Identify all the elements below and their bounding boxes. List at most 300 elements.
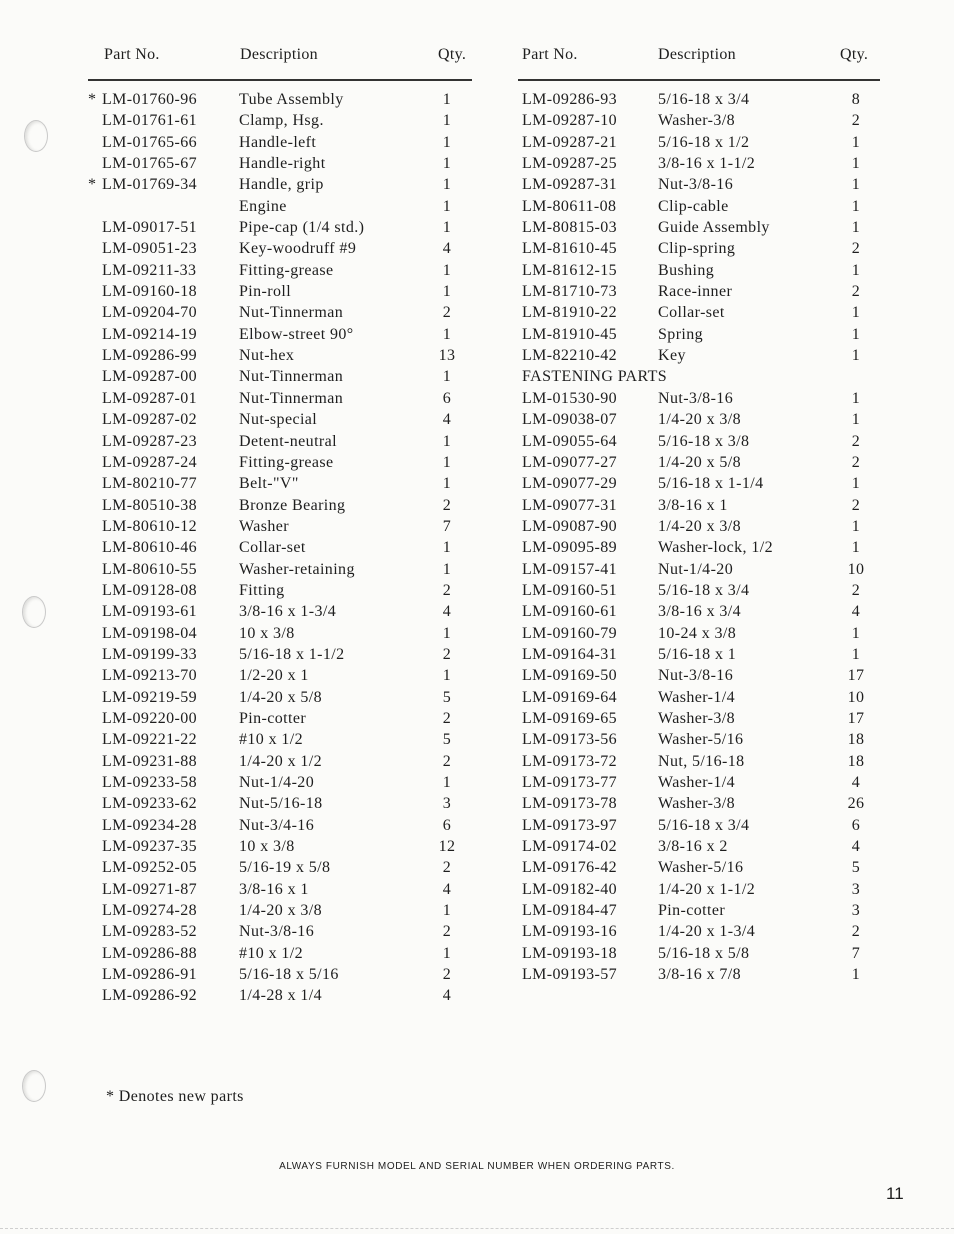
table-row — [518, 432, 880, 453]
part-quantity: 1 — [442, 368, 452, 386]
table-row — [88, 111, 472, 132]
table-row — [88, 517, 472, 538]
part-number: LM-80510-38 — [102, 496, 198, 514]
part-number: LM-09219-59 — [102, 688, 198, 706]
part-number: LM-09087-90 — [522, 517, 618, 535]
part-quantity: 1 — [442, 902, 452, 920]
table-row — [518, 773, 880, 794]
table-row — [88, 730, 472, 751]
table-row — [88, 154, 472, 175]
part-quantity: 2 — [442, 859, 452, 877]
part-description: Nut-special — [239, 411, 318, 429]
part-number: LM-09214-19 — [102, 325, 198, 343]
part-quantity: 18 — [847, 752, 865, 770]
part-description: Nut-5/16-18 — [239, 795, 323, 813]
part-number: LM-09193-18 — [522, 944, 618, 962]
part-number: LM-09198-04 — [102, 624, 198, 642]
part-quantity: 12 — [438, 838, 456, 856]
part-description: Nut, 5/16-18 — [658, 752, 745, 770]
part-quantity: 1 — [851, 347, 861, 365]
part-description: 10 x 3/8 — [239, 838, 295, 856]
scan-edge-line — [0, 1228, 954, 1229]
part-quantity: 4 — [442, 880, 452, 898]
part-description: Bushing — [658, 261, 715, 279]
table-row — [88, 90, 472, 111]
part-quantity: 6 — [442, 389, 452, 407]
part-description: 3/8-16 x 1 — [658, 496, 728, 514]
part-description: Nut-3/8-16 — [658, 176, 734, 194]
part-description: Clamp, Hsg. — [239, 112, 324, 130]
table-row — [88, 816, 472, 837]
part-description: Washer — [239, 517, 289, 535]
part-number: LM-09169-65 — [522, 709, 618, 727]
table-row — [88, 773, 472, 794]
table-row — [88, 624, 472, 645]
table-row — [88, 560, 472, 581]
part-number: LM-01761-61 — [102, 112, 198, 130]
part-description: Collar-set — [239, 539, 306, 557]
part-description: Elbow-street 90° — [239, 325, 354, 343]
part-quantity: 1 — [851, 304, 861, 322]
new-part-marker: * — [88, 176, 97, 194]
part-number: LM-09157-41 — [522, 560, 618, 578]
part-quantity: 2 — [851, 112, 861, 130]
part-description: Tube Assembly — [239, 91, 344, 108]
part-number: LM-09286-92 — [102, 987, 198, 1005]
new-part-marker: * — [88, 91, 97, 108]
part-description: 10 x 3/8 — [239, 624, 295, 642]
part-description: Pin-roll — [239, 283, 292, 301]
part-quantity: 2 — [442, 645, 452, 663]
punch-hole-middle — [22, 596, 46, 628]
punch-hole-bottom — [22, 1070, 46, 1102]
part-number: LM-09287-23 — [102, 432, 198, 450]
part-quantity: 17 — [847, 667, 865, 685]
punch-hole-top — [24, 120, 48, 152]
part-description: Nut-3/8-16 — [239, 923, 315, 941]
part-description: Engine — [239, 197, 287, 215]
table-row — [88, 688, 472, 709]
part-quantity: 18 — [847, 731, 865, 749]
part-quantity: 2 — [442, 581, 452, 599]
part-number: LM-09174-02 — [522, 838, 618, 856]
part-number: LM-09176-42 — [522, 859, 618, 877]
table-row — [518, 858, 880, 879]
part-quantity: 2 — [851, 432, 861, 450]
part-description: 1/4-28 x 1/4 — [239, 987, 323, 1005]
table-row — [518, 325, 880, 346]
part-number: LM-09286-93 — [522, 91, 618, 108]
part-number: LM-09193-57 — [522, 966, 618, 984]
table-row — [518, 453, 880, 474]
part-description: 1/4-20 x 3/8 — [658, 517, 742, 535]
part-number: LM-09095-89 — [522, 539, 618, 557]
part-description: Bronze Bearing — [239, 496, 346, 514]
table-row — [518, 752, 880, 773]
part-quantity: 1 — [851, 475, 861, 493]
table-row — [518, 581, 880, 602]
table-row — [88, 965, 472, 986]
part-description: Nut-hex — [239, 347, 295, 365]
part-description: Washer-5/16 — [658, 859, 744, 877]
part-number: LM-09287-25 — [522, 155, 618, 173]
part-description: Key-woodruff #9 — [239, 240, 357, 258]
table-row — [518, 218, 880, 239]
part-quantity: 4 — [442, 240, 452, 258]
table-row — [518, 730, 880, 751]
part-number: LM-09252-05 — [102, 859, 198, 877]
part-number: LM-81710-73 — [522, 283, 618, 301]
part-description: Pin-cotter — [658, 902, 726, 920]
part-description: 5/16-18 x 1/2 — [658, 133, 750, 151]
part-quantity: 1 — [442, 133, 452, 151]
header-rule-left — [88, 79, 472, 81]
part-quantity: 1 — [442, 475, 452, 493]
part-number: LM-09128-08 — [102, 581, 198, 599]
part-number: LM-09287-10 — [522, 112, 618, 130]
part-description: Key — [658, 347, 686, 365]
part-number: LM-09193-61 — [102, 603, 198, 621]
part-quantity: 5 — [851, 859, 861, 877]
part-description: Handle-right — [239, 155, 326, 173]
part-number: LM-09286-88 — [102, 944, 198, 962]
table-row — [88, 538, 472, 559]
table-row — [518, 944, 880, 965]
part-number: LM-01765-66 — [102, 133, 198, 151]
part-description: Handle-left — [239, 133, 317, 151]
part-number: LM-09077-29 — [522, 475, 618, 493]
table-row — [88, 282, 472, 303]
table-row — [88, 666, 472, 687]
table-row — [518, 389, 880, 410]
part-quantity: 1 — [851, 645, 861, 663]
part-number: LM-09184-47 — [522, 902, 618, 920]
table-row — [518, 709, 880, 730]
table-row — [88, 880, 472, 901]
part-quantity: 2 — [442, 923, 452, 941]
table-row — [518, 133, 880, 154]
part-description: 3/8-16 x 1-1/2 — [658, 155, 756, 173]
header-part-no: Part No. — [104, 46, 160, 63]
header-description: Description — [240, 46, 318, 63]
table-row — [88, 197, 472, 218]
part-number: LM-09287-02 — [102, 411, 198, 429]
part-description: Washer-3/8 — [658, 709, 736, 727]
part-description: 3/8-16 x 2 — [658, 838, 728, 856]
table-header-left — [88, 46, 472, 70]
table-row — [88, 133, 472, 154]
part-description: Washer-5/16 — [658, 731, 744, 749]
part-quantity: 3 — [442, 795, 452, 813]
part-quantity: 1 — [851, 261, 861, 279]
table-row — [518, 816, 880, 837]
part-quantity: 4 — [851, 774, 861, 791]
part-quantity: 1 — [851, 539, 861, 557]
part-description: 3/8-16 x 1 — [239, 880, 309, 898]
part-description: Detent-neutral — [239, 432, 337, 450]
table-row — [88, 709, 472, 730]
part-number: LM-09274-28 — [102, 902, 198, 920]
part-number: LM-09204-70 — [102, 304, 198, 322]
part-quantity: 1 — [442, 432, 452, 450]
page-number: 11 — [886, 1184, 904, 1203]
part-description: Nut-3/4-16 — [239, 816, 315, 834]
table-row — [518, 560, 880, 581]
part-description: 5/16-18 x 5/16 — [239, 966, 339, 984]
part-description: Washer-1/4 — [658, 774, 736, 791]
part-description: 10-24 x 3/8 — [658, 624, 737, 642]
part-number: LM-09231-88 — [102, 752, 198, 770]
part-number: LM-09017-51 — [102, 219, 198, 237]
part-number: LM-09233-58 — [102, 774, 198, 791]
part-number: LM-09182-40 — [522, 880, 618, 898]
part-quantity: 2 — [442, 709, 452, 727]
table-row — [518, 837, 880, 858]
part-quantity: 1 — [442, 560, 452, 578]
part-quantity: 5 — [442, 731, 452, 749]
table-row — [518, 474, 880, 495]
part-description: Race-inner — [658, 283, 733, 301]
part-quantity: 2 — [851, 581, 861, 599]
part-number: LM-80610-46 — [102, 539, 198, 557]
part-description: 5/16-18 x 3/4 — [658, 816, 750, 834]
table-row — [88, 218, 472, 239]
part-quantity: 10 — [847, 688, 865, 706]
part-number: LM-81910-22 — [522, 304, 618, 322]
part-quantity: 1 — [442, 283, 452, 301]
part-quantity: 1 — [442, 155, 452, 173]
part-description: 5/16-18 x 1-1/2 — [239, 645, 345, 663]
part-description: 5/16-18 x 3/4 — [658, 91, 750, 108]
table-row — [88, 432, 472, 453]
part-number: LM-09234-28 — [102, 816, 198, 834]
part-number: LM-09055-64 — [522, 432, 618, 450]
part-number: LM-09173-56 — [522, 731, 618, 749]
part-quantity: 1 — [442, 261, 452, 279]
part-number: LM-09160-61 — [522, 603, 618, 621]
table-row — [88, 944, 472, 965]
table-row — [88, 410, 472, 431]
part-description: 1/4-20 x 3/8 — [239, 902, 323, 920]
table-row — [518, 175, 880, 196]
part-description: Fitting-grease — [239, 453, 334, 471]
table-row — [88, 858, 472, 879]
part-quantity: 4 — [851, 603, 861, 621]
part-quantity: 1 — [851, 176, 861, 194]
part-quantity: 1 — [851, 517, 861, 535]
part-number: LM-09077-27 — [522, 453, 618, 471]
table-row — [518, 239, 880, 260]
table-row — [518, 282, 880, 303]
table-row — [88, 303, 472, 324]
table-row — [518, 90, 880, 111]
part-quantity: 3 — [851, 880, 861, 898]
part-description: Pipe-cap (1/4 std.) — [239, 219, 365, 237]
part-description: Nut-Tinnerman — [239, 304, 344, 322]
part-quantity: 1 — [442, 197, 452, 215]
part-number: LM-09160-51 — [522, 581, 618, 599]
table-row — [88, 474, 472, 495]
part-description: Nut-3/8-16 — [658, 667, 734, 685]
part-quantity: 2 — [442, 966, 452, 984]
table-row — [518, 538, 880, 559]
part-number: LM-09199-33 — [102, 645, 198, 663]
part-quantity: 7 — [442, 517, 452, 535]
section-heading: FASTENING PARTS — [522, 368, 668, 386]
part-description: Washer-lock, 1/2 — [658, 539, 773, 557]
part-description: 3/8-16 x 7/8 — [658, 966, 742, 984]
part-number: LM-80815-03 — [522, 219, 618, 237]
part-quantity: 2 — [442, 752, 452, 770]
part-number: LM-09221-22 — [102, 731, 198, 749]
header-qty: Qty. — [438, 46, 467, 63]
part-quantity: 6 — [851, 816, 861, 834]
part-quantity: 1 — [851, 624, 861, 642]
table-row — [518, 624, 880, 645]
part-description: 1/4-20 x 1-1/2 — [658, 880, 756, 898]
part-description: Belt-"V" — [239, 475, 299, 493]
part-quantity: 6 — [442, 816, 452, 834]
part-description: 3/8-16 x 3/4 — [658, 603, 742, 621]
table-row — [88, 453, 472, 474]
part-number: LM-09051-23 — [102, 240, 198, 258]
part-number: LM-09213-70 — [102, 667, 198, 685]
part-number: LM-82210-42 — [522, 347, 618, 365]
table-row — [518, 965, 880, 986]
table-row — [518, 794, 880, 815]
part-number: LM-80610-12 — [102, 517, 198, 535]
part-quantity: 1 — [442, 539, 452, 557]
part-number: LM-01769-34 — [102, 176, 198, 194]
part-description: 5/16-18 x 5/8 — [658, 944, 750, 962]
part-number: LM-81610-45 — [522, 240, 618, 258]
part-number: LM-80210-77 — [102, 475, 198, 493]
table-header-right — [518, 46, 880, 70]
part-quantity: 2 — [442, 304, 452, 322]
part-quantity: 26 — [847, 795, 865, 813]
table-row — [518, 645, 880, 666]
part-quantity: 2 — [851, 453, 861, 471]
part-description: 5/16-18 x 1-1/4 — [658, 475, 764, 493]
part-number: LM-80611-08 — [522, 197, 617, 215]
part-description: 3/8-16 x 1-3/4 — [239, 603, 337, 621]
part-quantity: 1 — [851, 155, 861, 173]
part-quantity: 1 — [851, 325, 861, 343]
part-number: LM-09173-97 — [522, 816, 618, 834]
part-description: Fitting-grease — [239, 261, 334, 279]
part-description: 5/16-18 x 3/4 — [658, 581, 750, 599]
part-quantity: 4 — [442, 411, 452, 429]
header-part-no: Part No. — [522, 46, 578, 63]
part-description: Clip-cable — [658, 197, 729, 215]
part-number: LM-01530-90 — [522, 389, 618, 407]
table-row — [518, 880, 880, 901]
header-rule-right — [518, 79, 880, 81]
part-description: 1/2-20 x 1 — [239, 667, 309, 685]
part-number: LM-09173-77 — [522, 774, 618, 791]
part-description: 5/16-18 x 3/8 — [658, 432, 750, 450]
part-description: Nut-Tinnerman — [239, 389, 344, 407]
part-quantity: 1 — [851, 966, 861, 984]
part-description: #10 x 1/2 — [239, 944, 304, 962]
table-row — [518, 197, 880, 218]
part-quantity: 7 — [851, 944, 861, 962]
part-quantity: 10 — [847, 560, 865, 578]
table-row — [88, 175, 472, 196]
part-description: Pin-cotter — [239, 709, 307, 727]
part-quantity: 4 — [851, 838, 861, 856]
part-description: Collar-set — [658, 304, 725, 322]
table-row — [88, 794, 472, 815]
parts-rows-right — [518, 90, 880, 986]
table-row — [88, 602, 472, 623]
part-description: 5/16-18 x 1 — [658, 645, 737, 663]
table-row — [518, 410, 880, 431]
part-number: LM-09286-91 — [102, 966, 198, 984]
part-number: LM-09173-72 — [522, 752, 618, 770]
table-row — [518, 346, 880, 367]
table-row — [518, 901, 880, 922]
table-row — [88, 367, 472, 388]
part-quantity: 1 — [851, 219, 861, 237]
part-quantity: 1 — [442, 944, 452, 962]
table-row — [88, 496, 472, 517]
table-row — [88, 346, 472, 367]
part-quantity: 1 — [851, 389, 861, 407]
part-quantity: 1 — [442, 91, 452, 108]
part-number: LM-09287-00 — [102, 368, 198, 386]
part-quantity: 8 — [851, 91, 861, 108]
part-number: LM-09237-35 — [102, 838, 198, 856]
header-qty: Qty. — [840, 46, 869, 63]
part-number: LM-09164-31 — [522, 645, 618, 663]
part-number: LM-09287-01 — [102, 389, 198, 407]
part-description: 5/16-19 x 5/8 — [239, 859, 331, 877]
part-quantity: 1 — [851, 133, 861, 151]
part-quantity: 1 — [851, 197, 861, 215]
table-row — [518, 922, 880, 943]
part-quantity: 2 — [442, 496, 452, 514]
part-quantity: 1 — [442, 112, 452, 130]
part-quantity: 2 — [851, 923, 861, 941]
part-quantity: 1 — [442, 774, 452, 791]
section-heading-row — [518, 367, 880, 388]
part-description: Nut-1/4-20 — [658, 560, 734, 578]
part-quantity: 2 — [851, 283, 861, 301]
parts-table-left — [88, 46, 472, 1008]
part-description: 1/4-20 x 3/8 — [658, 411, 742, 429]
table-row — [88, 986, 472, 1007]
part-description: Fitting — [239, 581, 285, 599]
part-number: LM-09287-21 — [522, 133, 618, 151]
part-description: 1/4-20 x 1-3/4 — [658, 923, 756, 941]
part-number: LM-09038-07 — [522, 411, 618, 429]
part-number: LM-81612-15 — [522, 261, 618, 279]
part-description: Guide Assembly — [658, 219, 770, 237]
table-row — [518, 496, 880, 517]
part-description: Washer-3/8 — [658, 795, 736, 813]
part-quantity: 1 — [442, 219, 452, 237]
part-description: Clip-spring — [658, 240, 736, 258]
part-quantity: 4 — [442, 603, 452, 621]
table-row — [518, 303, 880, 324]
part-description: 1/4-20 x 1/2 — [239, 752, 323, 770]
part-number: LM-09169-64 — [522, 688, 618, 706]
table-row — [88, 645, 472, 666]
table-row — [518, 602, 880, 623]
part-quantity: 1 — [442, 624, 452, 642]
part-number: LM-09286-99 — [102, 347, 198, 365]
